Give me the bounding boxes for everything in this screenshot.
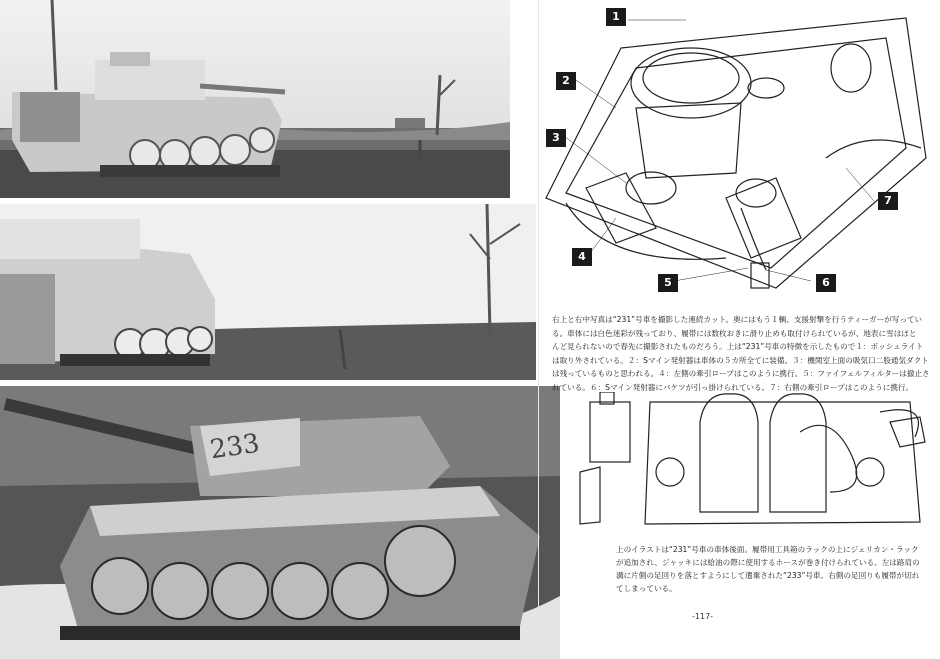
- callout-6: 6: [816, 274, 836, 292]
- caption-top-line: は取り外されている。２：Sマイン発射器は車体の５カ所全てに装備。３：機関室上面の吸気口二股通気ダクト: [552, 355, 929, 365]
- callout-4: 4: [572, 248, 592, 266]
- photo-tank-231-side-image: [0, 0, 510, 198]
- caption-bottom-line: が追加され、ジャッキには給油の際に使用するホースが巻き付けられている。左は路肩の: [616, 558, 920, 567]
- photo-tank-231-side: [0, 0, 510, 198]
- caption-top-line: る。車体には白色迷彩が残っており、履帯には数枚おきに滑り止めも取付けられているが、地表に雪はほと: [552, 328, 917, 338]
- callout-1: 1: [606, 8, 626, 26]
- photo-tank-233-abandoned: [0, 386, 560, 659]
- caption-bottom-line: 溝に片側の足回りを落とすようにして遺棄された“233”号車。右側の足回りも履帯が切れ: [616, 571, 920, 580]
- page-number: -117-: [692, 612, 714, 621]
- photo-tank-233-abandoned-image: [0, 386, 560, 659]
- turret-number: 233: [208, 428, 262, 466]
- callout-7: 7: [878, 192, 898, 210]
- illustration-engine-deck: [526, 8, 940, 298]
- caption-top-line: んど見られないので春先に撮影されたものだろう。上は“231”号車の特徴を示したもので１：ボッシュライト: [552, 342, 924, 351]
- caption-top-line: は残っているものと思われる。４：左側の牽引ロープはこのように携行。５：ファイフェルフィルターは撤止さ: [552, 369, 930, 378]
- caption-top-line: 右上と右中写真は“231”号車を撮影した連続カット。奥にはもう１輌、支援射撃を行うティーガーが写ってい: [552, 315, 923, 324]
- caption-bottom-line: てしまっている。: [616, 584, 677, 593]
- callout-3: 3: [546, 129, 566, 147]
- photo-tank-231-front: [0, 204, 536, 380]
- caption-bottom-line: 上のイラストは“231”号車の車体後面。履帯用工具箱のラックの上にジェリカン・ラック: [616, 545, 919, 554]
- caption-top-line: れている。６：Sマイン発射器にバケツが引っ掛けられている。７：右側の牽引ロープはこのように携行。: [552, 382, 914, 392]
- callout-5: 5: [658, 274, 678, 292]
- photo-tank-231-front-image: [0, 204, 536, 380]
- caption-bottom: [616, 543, 938, 595]
- caption-top: [552, 313, 936, 394]
- callout-2: 2: [556, 72, 576, 90]
- illustration-hull-rear: [570, 392, 940, 532]
- illustration-hull-rear-drawing: [570, 392, 940, 532]
